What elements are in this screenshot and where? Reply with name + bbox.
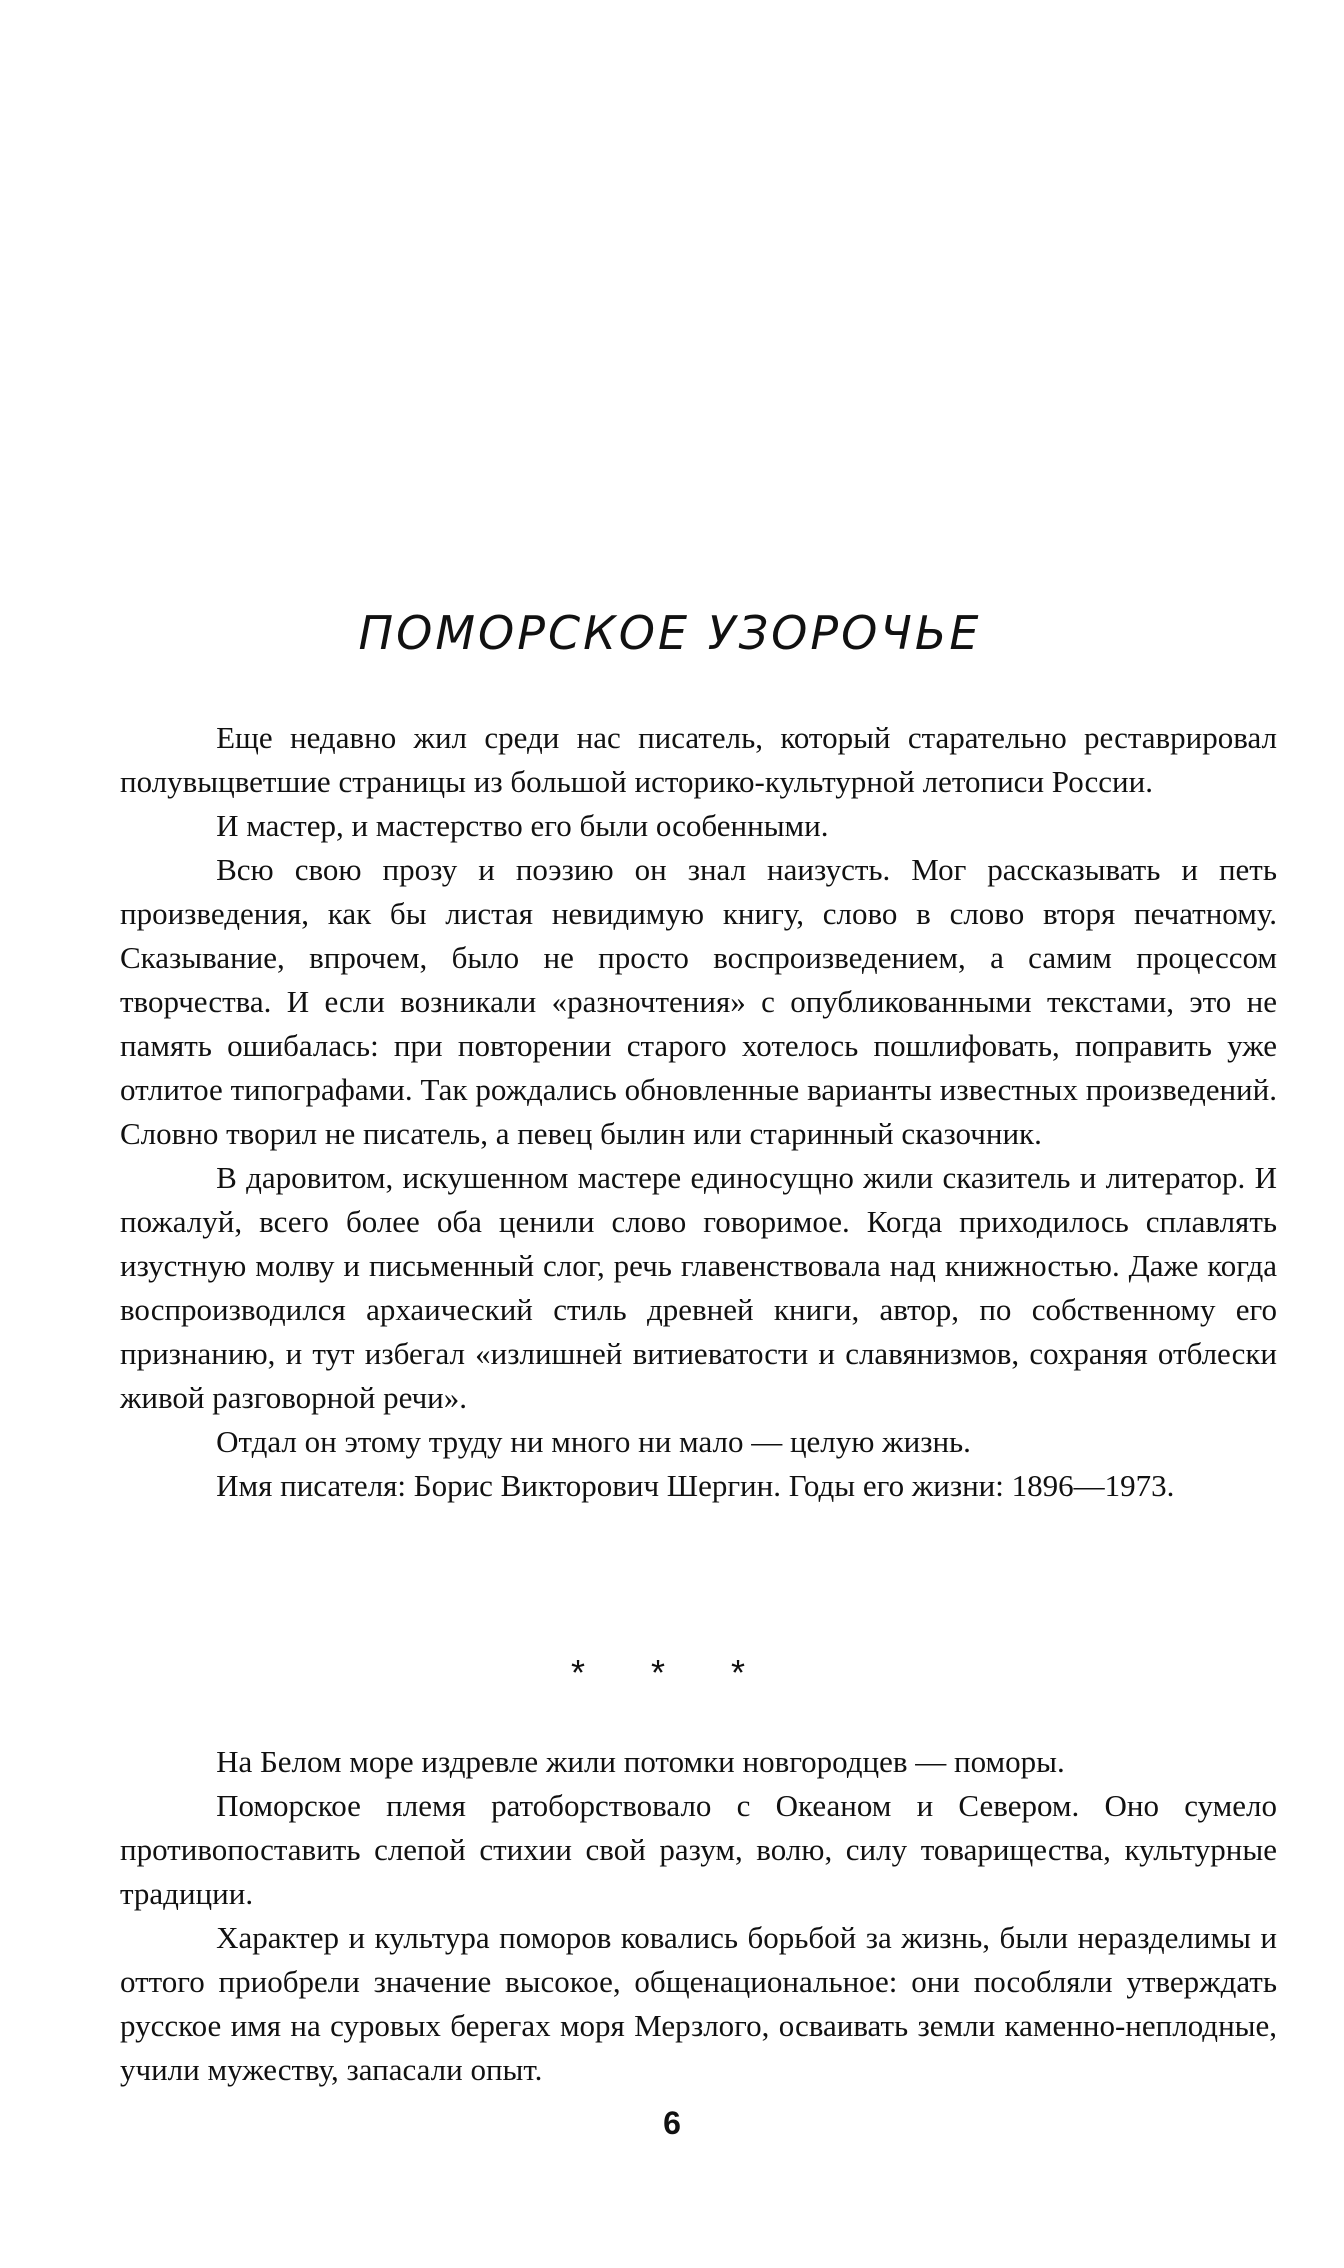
paragraph: Всю свою прозу и поэзию он знал наизусть. Мог рассказывать и петь произведения, как бы листая невидимую книгу, слово в слово вторя печатному. Сказывание, впрочем, было не просто воспроизведением, а самим процессом творчества. И если возникали «разночтения» с опубликованными текстами, это не память ошибалась: при повторении старого хотелось пошлифовать, поправить уже отлитое типографами. Так рождались обновленные варианты известных произведений. Словно творил не писатель, а певец былин или старинный сказочник. (120, 852, 1277, 1151)
paragraph: Поморское племя ратоборствовало с Океаном и Севером. Оно сумело противопоставить слепой стихии свой разум, волю, силу товарищества, культурные традиции. (120, 1788, 1277, 1911)
page-number: 6 (663, 2105, 681, 2141)
paragraph: В даровитом, искушенном мастере единосущно жили сказитель и литератор. И пожалуй, всего более оба ценили слово говоримое. Когда приходилось сплавлять изустную молву и письменный слог, речь главенствовала над книжностью. Даже когда воспроизводился архаический стиль древней книги, автор, по собственному его признанию, и тут избегал «излишней витиеватости и славянизмов, сохраняя отблески живой разговорной речи». (120, 1160, 1277, 1415)
section-one (120, 716, 1277, 1508)
paragraph: Отдал он этому труду ни много ни мало — целую жизнь. (216, 1424, 971, 1459)
paragraph: Характер и культура поморов ковались борьбой за жизнь, были неразделимы и оттого приобрели значение высокое, общенациональное: они пособляли утверждать русское имя на суровых берегах моря Мерзлого, осваивать земли каменно-неплодные, учили мужеству, запасали опыт. (120, 1920, 1277, 2087)
section-two (120, 1740, 1277, 2092)
chapter-title: ПОМОРСКОЕ УЗОРОЧЬЕ (358, 606, 982, 660)
paragraph: Еще недавно жил среди нас писатель, который старательно реставрировал полувыцветшие страницы из большой историко-культурной летописи России. (120, 720, 1277, 799)
paragraph: И мастер, и мастерство его были особенными. (216, 808, 829, 843)
paragraph: Имя писателя: Борис Викторович Шергин. Годы его жизни: 1896—1973. (216, 1468, 1175, 1503)
paragraph: На Белом море издревле жили потомки новгородцев — поморы. (216, 1744, 1065, 1779)
section-separator: * * * (570, 1652, 774, 1693)
